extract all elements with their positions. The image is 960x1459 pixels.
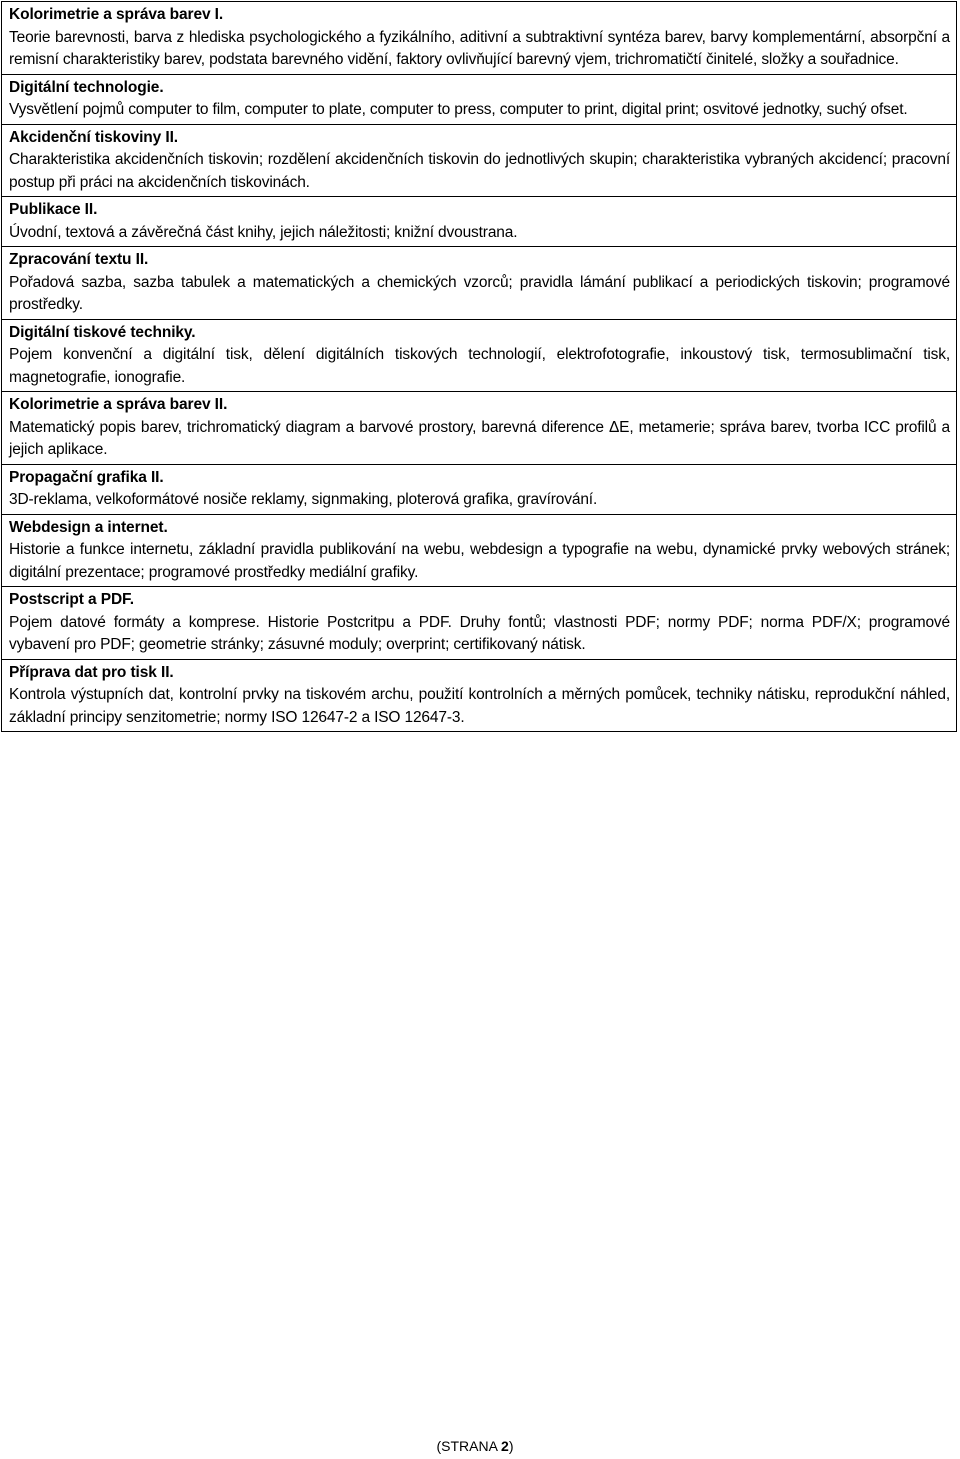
section-title: Webdesign a internet. bbox=[9, 518, 168, 536]
section-row bbox=[2, 392, 956, 465]
section-row bbox=[2, 247, 956, 320]
syllabus-table bbox=[1, 1, 957, 732]
footer-prefix: (STRANA bbox=[436, 1438, 502, 1454]
section-description: 3D-reklama, velkoformátové nosiče reklamy, signmaking, ploterová grafika, gravírování. bbox=[9, 491, 598, 508]
footer-suffix: ) bbox=[508, 1438, 514, 1454]
section-description: Matematický popis barev, trichromatický diagram a barvové prostory, barevná diference ΔE, metamerie; správa barev, tvorba ICC profilů a jejich aplikace. bbox=[9, 418, 950, 458]
section-row bbox=[2, 465, 956, 515]
section-title: Digitální tiskové techniky. bbox=[9, 323, 196, 341]
section-row bbox=[2, 197, 956, 247]
section-title: Akcidenční tiskoviny II. bbox=[9, 128, 179, 146]
section-description: Teorie barevnosti, barva z hlediska psychologického a fyzikálního, aditivní a subtraktivní syntéza barev, barvy komplementární, absorpční a remisní charakteristiky barev, podstata barevného vidění, faktory ovlivňující barevný vjem, trichromatičtí činitelé, složky a souřadnice. bbox=[9, 28, 950, 68]
section-title: Příprava dat pro tisk II. bbox=[9, 663, 174, 681]
section-description: Vysvětlení pojmů computer to film, computer to plate, computer to press, computer to print, digital print; osvitové jednotky, suchý ofset. bbox=[9, 101, 908, 118]
section-row bbox=[2, 660, 956, 732]
section-row bbox=[2, 125, 956, 198]
section-description: Úvodní, textová a závěrečná část knihy, jejich náležitosti; knižní dvoustrana. bbox=[9, 223, 518, 241]
section-title: Kolorimetrie a správa barev II. bbox=[9, 396, 228, 413]
section-row bbox=[2, 2, 956, 75]
section-description: Pořadová sazba, sazba tabulek a matematických a chemických vzorců; pravidla lámání publikací a periodických tiskovin; programové prostředky. bbox=[9, 273, 950, 313]
section-description: Pojem datové formáty a komprese. Historie Postcritpu a PDF. Druhy fontů; vlastnosti PDF; normy PDF; norma PDF/X; programové vybavení pro PDF; geometrie stránky; zásuvné moduly; overprint; certifikovaný nátisk. bbox=[9, 613, 950, 653]
section-row bbox=[2, 587, 956, 660]
section-row bbox=[2, 515, 956, 588]
section-row bbox=[2, 320, 956, 393]
section-title: Zpracování textu II. bbox=[9, 251, 149, 268]
section-title: Digitální technologie. bbox=[9, 78, 164, 96]
page-footer bbox=[0, 1437, 950, 1455]
section-description: Pojem konvenční a digitální tisk, dělení digitálních tiskových technologií, elektrofotografie, inkoustový tisk, termosublimační tisk, magnetografie, ionografie. bbox=[9, 346, 950, 386]
section-row bbox=[2, 75, 956, 125]
section-description: Kontrola výstupních dat, kontrolní prvky na tiskovém archu, použití kontrolních a měrných pomůcek, techniky nátisku, reprodukční náhled, základní principy senzitometrie; normy ISO 12647-2 a ISO 12647-3. bbox=[9, 686, 950, 726]
section-title: Postscript a PDF. bbox=[9, 591, 134, 608]
section-description: Charakteristika akcidenčních tiskovin; rozdělení akcidenčních tiskovin do jednotlivých skupin; charakteristika vybraných akcidencí; pracovní postup při práci na akcidenčních tiskovinách. bbox=[9, 151, 950, 191]
section-title: Propagační grafika II. bbox=[9, 468, 164, 486]
section-description: Historie a funkce internetu, základní pravidla publikování na webu, webdesign a typografie na webu, dynamické prvky webových stránek; digitální prezentace; programové prostředky mediální grafiky. bbox=[9, 541, 950, 581]
section-title: Kolorimetrie a správa barev I. bbox=[9, 6, 224, 23]
page-number: 2 bbox=[501, 1438, 509, 1454]
section-title: Publikace II. bbox=[9, 201, 98, 218]
